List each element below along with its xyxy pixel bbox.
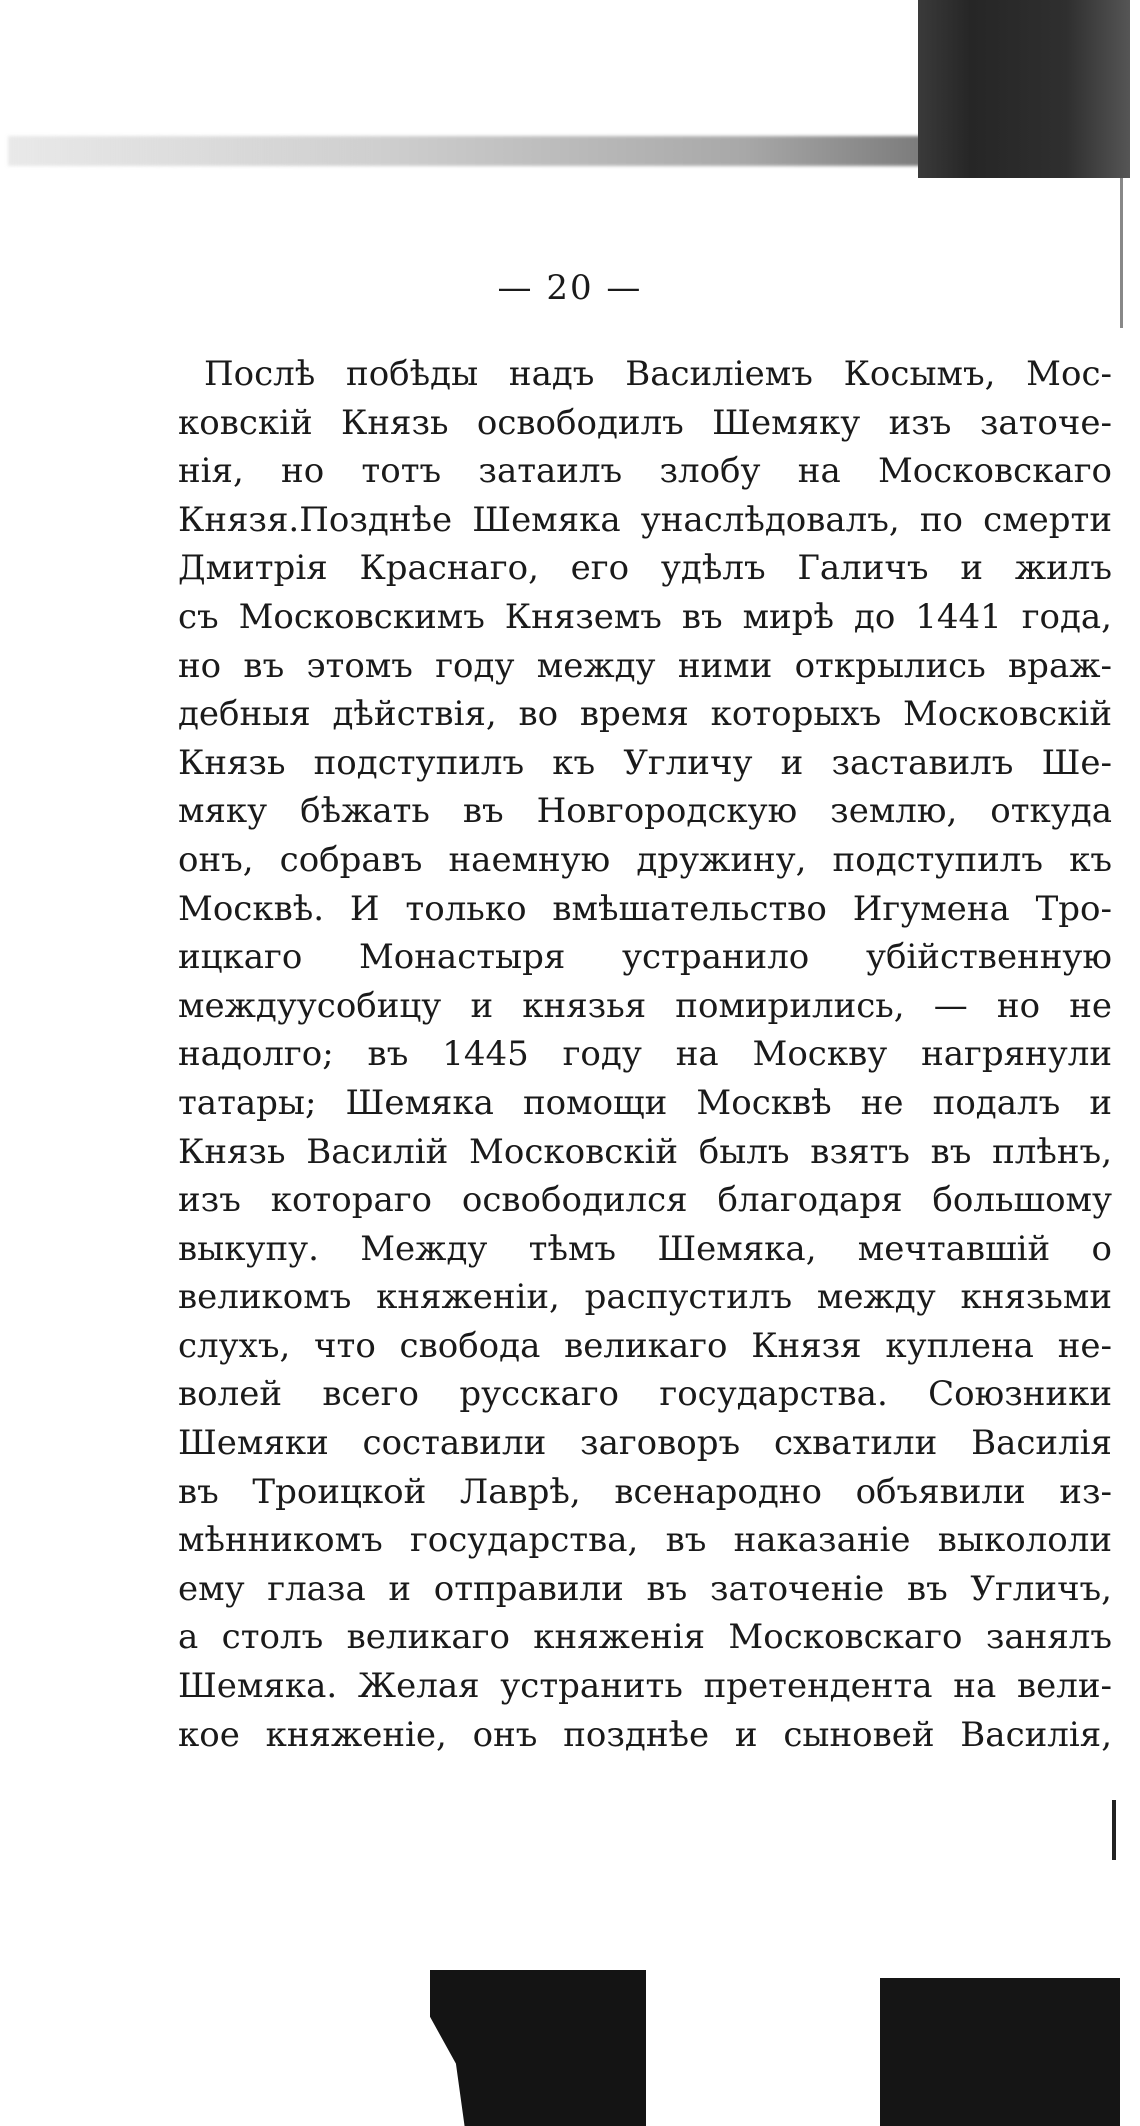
scan-dark-block-top [918,0,1130,178]
text-line: великомъ княженіи, распустилъ между князьми [178,1277,1112,1318]
text-line: но въ этомъ году между ними открылись враж- [178,645,1112,686]
text-line: въ Троицкой Лаврѣ, всенародно объявили из- [178,1471,1112,1512]
text-line: Князь подступилъ къ Угличу и заставилъ Ше- [178,742,1112,783]
body-text [178,350,1112,1759]
text-line: надолго; въ 1445 году на Москву нагрянули [178,1034,1112,1075]
text-line: Шемяки составили заговоръ схватили Василія [178,1423,1112,1464]
text-line: ковскій Князь освободилъ Шемяку изъ заточе- [178,402,1112,443]
text-line: Москвѣ. И только вмѣшательство Игумена Тро- [178,888,1112,929]
text-line: онъ, собравъ наемную дружину, подступилъ къ [178,839,1112,880]
text-line: междуусобицу и князья помирились, — но не [178,985,1112,1026]
text-line: мѣнникомъ государства, въ наказаніе выкололи [178,1520,1112,1561]
text-line: кое княженіе, онъ позднѣе и сыновей Василія, [178,1714,1112,1755]
text-line: съ Московскимъ Княземъ въ мирѣ до 1441 года, [178,596,1112,637]
scan-dark-block-bottom-right [880,1978,1120,2126]
text-line: Князь Василій Московскій былъ взятъ въ плѣнъ, [178,1131,1112,1172]
text-line: изъ котораго освободился благодаря большому [178,1180,1112,1221]
scan-shadow-bar [8,136,928,166]
text-line: ицкаго Монастыря устранило убійственную [178,937,1112,978]
text-line: Дмитрія Краснаго, его удѣлъ Галичъ и жилъ [178,548,1112,589]
text-line: нія, но тотъ затаилъ злобу на Московскаго [178,451,1112,492]
text-line: Шемяка. Желая устранить претендента на вели- [178,1666,1112,1707]
text-line: татары; Шемяка помощи Москвѣ не подалъ и [178,1082,1112,1123]
text-line: Князя.Позднѣе Шемяка унаслѣдовалъ, по смерти [178,499,1112,540]
text-line: ему глаза и отправили въ заточеніе въ Угличъ, [178,1568,1112,1609]
text-line: мяку бѣжать въ Новгородскую землю, откуда [178,791,1112,832]
text-line: Послѣ побѣды надъ Василіемъ Косымъ, Мос- [204,354,1112,394]
text-line: волей всего русскаго государства. Союзники [178,1374,1112,1415]
text-line: выкупу. Между тѣмъ Шемяка, мечтавшій о [178,1228,1112,1269]
page-number: — 20 — [497,268,643,308]
scan-dark-block-bottom-left [430,1970,646,2126]
text-line: слухъ, что свобода великаго Князя куплена не- [178,1325,1112,1366]
page-edge-mark [1112,1800,1116,1860]
text-line: дебныя дѣйствія, во время которыхъ Московскій [178,694,1112,735]
text-line: а столъ великаго княженія Московскаго занялъ [178,1617,1112,1658]
